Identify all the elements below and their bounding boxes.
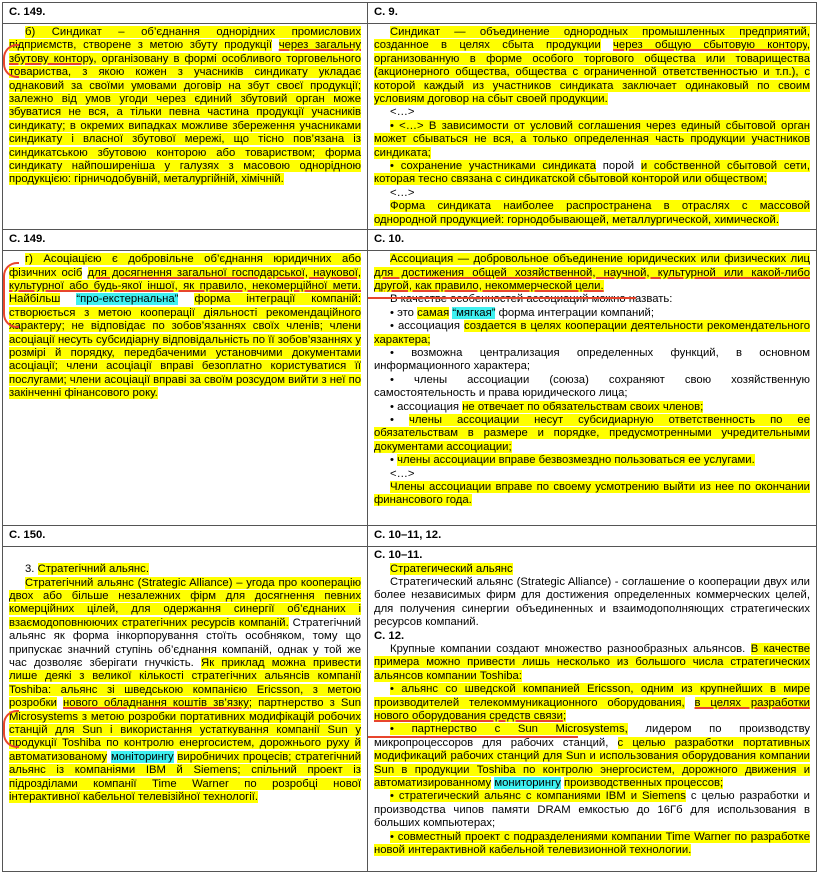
highlighted-text: производственных процессов; bbox=[563, 777, 724, 789]
red-bracket-mark bbox=[3, 262, 19, 328]
highlighted-text: Форма синдиката наиболее распространена в отраслях с массовой однородной продукцией: горнодобывающей, металлургической, химической. bbox=[374, 200, 810, 226]
plain-text: порой bbox=[602, 160, 635, 173]
paragraph bbox=[374, 683, 810, 723]
paragraph bbox=[374, 320, 810, 347]
paragraph bbox=[374, 307, 810, 320]
highlighted-text: Найбільш bbox=[9, 293, 61, 306]
highlighted-text: с целью разработки портативных модификаций рабочих станций для Sun и использования оборудования компании Sun в продукции Toshiba по контролю энергосистем, дорожного движения и автоматизированному bbox=[374, 736, 810, 789]
ellipsis: <…> bbox=[390, 106, 415, 119]
right-page-ref: С. 9. bbox=[368, 3, 817, 24]
highlighted-text: Ассоциация — добровольное объединение юридических или физических лиц bbox=[390, 253, 810, 266]
red-bracket-mark bbox=[3, 44, 19, 78]
paragraph bbox=[374, 253, 810, 293]
comparison-table bbox=[2, 2, 817, 872]
highlighted-text: ; партнерство з Sun Microsystems з метою розробки портативних модифікацій робочих станцій для Sun і використання устаткування компанії Sun у продукції Toshiba по контролю енергосистем, дорожнього руху й автоматизованому bbox=[9, 697, 362, 763]
paragraph bbox=[374, 790, 810, 830]
highlighted-text: виробничих процесів; стратегічний альянс із компаніями IBM й Siemens; спільний проект із підрозділами компанії Time Warner по розробці нової інтерактивної кабельної телевізійної технології. bbox=[9, 750, 362, 803]
highlighted-text: члены ассоциации вправе безвозмездно пользоваться ее услугами. bbox=[397, 454, 755, 467]
underlined-text: через загальну збутову контору bbox=[9, 39, 361, 65]
highlighted-text: Члены ассоциации вправе по своему усмотрению выйти из нее по окончании финансового года. bbox=[374, 481, 810, 507]
underlined-text: для досягнення загальної господарської, наукової, культурної або будь-якої іншої, як правило, некомерційної мети. bbox=[9, 266, 362, 292]
paragraph: В качестве особенностей ассоциаций можно назвать: bbox=[390, 293, 673, 306]
paragraph bbox=[9, 563, 361, 576]
cyan-highlight: “про-екстернальна” bbox=[76, 293, 179, 306]
paragraph bbox=[9, 577, 361, 805]
highlighted-text: • совместный проект с подразделениями компании Time Warner по разработке новой интерактивной кабельной телевизионной технологии. bbox=[374, 830, 810, 857]
highlighted-text: форма інтеграції компаній: створюється з метою кооперації діяльності рекомендаційного характеру; не відповідає по зобов’язаннях своїх членів; члени асоціації несуть субсидіарну відповідальність по її зобов’язаннях у розмірі й порядку, передбаченими установчими документами асоціації; члени асоціації вправі безоплатно користуватися її послугами; члени асоціації вправі за своїм розсудом вийти з неї по закінченні фінансового року. bbox=[9, 293, 362, 400]
sub-page-ref: С. 12. bbox=[374, 629, 405, 642]
plain-text: Стратегічний альянс як форма інкорпорування стоїть особняком, тому що припускає значний ступінь об’єднання компаній, однак у той же час дозволяє зберігати гнучкість. bbox=[9, 616, 362, 669]
cyan-highlight: мониторингу bbox=[494, 777, 561, 789]
red-underline-mark bbox=[368, 297, 636, 299]
right-text-cell bbox=[368, 547, 817, 872]
highlighted-text: Стратегічний альянс (Strategic Alliance) – угода про кооперацію двох або більше незалежних фірм для досягнення певних комерційних цілей, для одержання синергії об’єднаних і взаємодоповнюючих стратегічних ресурсів компаній. bbox=[9, 576, 361, 629]
red-underline-mark bbox=[368, 736, 578, 738]
highlighted-text: Як приклад можна привести лише деякі з великої кількості стратегічних альянсів компанії Toshiba: альянс зі шведською компанією Ericsson, з метою розробки bbox=[9, 656, 362, 710]
right-page-ref: С. 10–11, 12. bbox=[368, 526, 817, 547]
highlighted-text: не отвечает по обязательствам своих членов; bbox=[462, 400, 704, 413]
paragraph bbox=[374, 481, 810, 508]
paragraph bbox=[374, 563, 810, 576]
table-row bbox=[3, 230, 817, 251]
ellipsis: <…> bbox=[390, 186, 415, 199]
highlighted-text: г) Асоціацією є добровільне об’єднання юридичних або фізичних осіб bbox=[9, 253, 361, 279]
red-bracket-mark bbox=[3, 710, 19, 748]
table-row bbox=[3, 3, 817, 24]
paragraph bbox=[374, 414, 810, 454]
left-text-cell bbox=[3, 251, 368, 526]
left-text-cell bbox=[3, 24, 368, 230]
paragraph bbox=[9, 253, 361, 400]
table-row bbox=[3, 24, 817, 230]
left-page-ref: С. 149. bbox=[3, 230, 368, 251]
cyan-highlight: моніторингу bbox=[110, 750, 174, 763]
highlighted-text: , організовану в формі особливого торговельного товариства, з якою кожен з учасників синдикату укладає однаковий за своїми умовами договір на збут своєї продукції; залежно від умов угоди через єдиний збутовий орган може збуватися не вся, а тільки певна частина продукції учасників синдикату; в окремих випадках можливе збереження учасниками синдикату і власної збутової мережі, що тісно пов’язана із синдикатською збутовою конторою або товариством; форма синдикату найпоширеніша у галузях з масовою однорідною продукцією: гірничодобувній, металургійній, хімічній. bbox=[9, 52, 362, 186]
left-text-cell bbox=[3, 547, 368, 872]
highlighted-text: • <…> В зависимости от условий соглашения через единый сбытовой орган может сбываться не вся, а только определенная часть продукции участников синдиката; bbox=[374, 119, 810, 159]
plain-text: с целью разработки и производства чипов памяти DRAM емкостью до 16Гб для использования в больших компьютерах; bbox=[374, 790, 810, 830]
plain-text: 3. bbox=[25, 563, 35, 576]
highlighted-text: члены ассоциации несут субсидиарную ответственность по ее обязательствам в размере и порядке, предусмотренными учредительными документами ассоциации; bbox=[374, 413, 810, 453]
paragraph bbox=[9, 26, 361, 187]
highlighted-text: ; bbox=[562, 709, 567, 722]
underlined-text: нового обладнання коштів зв’язку bbox=[63, 697, 249, 710]
paragraph bbox=[374, 120, 810, 160]
highlighted-text: создается в целях кооперации деятельности рекомендательного характера; bbox=[374, 320, 810, 346]
plain-text: Крупные компании создают множество разнообразных альянсов. bbox=[390, 642, 746, 655]
paragraph bbox=[374, 401, 810, 414]
plain-text: лидером по производству микропроцессоров для рабочих станций, bbox=[374, 723, 810, 749]
highlighted-text: • стратегический альянс с компаниями IBM и Siemens bbox=[390, 790, 686, 803]
ellipsis: <…> bbox=[390, 467, 415, 480]
left-page-ref: С. 149. bbox=[3, 3, 368, 24]
highlighted-text: самая bbox=[417, 306, 450, 319]
plain-text: форма интеграции компаний; bbox=[498, 306, 654, 319]
plain-text: • ассоциация bbox=[390, 400, 460, 413]
paragraph bbox=[374, 160, 810, 187]
paragraph: • члены ассоциации (союза) сохраняют свою хозяйственную самостоятельность и права юридического лица; bbox=[374, 373, 810, 400]
left-page-ref: С. 150. bbox=[3, 526, 368, 547]
highlighted-text: В качестве примера можно привести лишь несколько из большого числа стратегических альянсов компании Toshiba: bbox=[374, 642, 810, 682]
plain-text: • ассоциация bbox=[390, 320, 460, 333]
paragraph bbox=[374, 454, 810, 467]
paragraph bbox=[374, 723, 810, 790]
paragraph bbox=[374, 26, 810, 106]
paragraph: • возможна централизация определенных функций, в основном информационного характера; bbox=[374, 346, 810, 373]
highlighted-text: • альянс со шведской компанией Ericsson, одним из крупнейших в мире производителей телекоммуникационного оборудования, bbox=[374, 683, 810, 709]
highlighted-text: , организованную в форме особого торгового общества или товарищества (акционерного общества, общества с ограниченной ответственностью и т.п.), с которой каждый из участников синдиката заключает одинаковый по своим условиям договор на сбыт своей продукции. bbox=[374, 39, 810, 106]
underlined-text: в целях разработки нового оборудования средств связи bbox=[374, 696, 810, 722]
highlighted-text: б) Синдикат – об’єднання однорідних промислових підприємств, створене з метою збуту продукції bbox=[9, 26, 361, 52]
highlighted-text: Синдикат — объединение однородных промышленных предприятий, созданное в целях сбыта продукции bbox=[374, 26, 810, 52]
highlighted-text: Стратегический альянс bbox=[390, 562, 513, 575]
highlighted-text: Стратегічний альянс. bbox=[37, 563, 149, 576]
highlighted-text: • партнерство с Sun Microsystems, bbox=[390, 723, 628, 736]
plain-text: • bbox=[390, 454, 394, 467]
paragraph bbox=[374, 831, 810, 858]
right-text-cell bbox=[368, 251, 817, 526]
paragraph bbox=[374, 200, 810, 227]
highlighted-text: и собственной сбытовой сети, которая тесно связана с синдикатской сбытовой конторой или обществом; bbox=[374, 160, 810, 186]
table-row bbox=[3, 526, 817, 547]
highlighted-text: • сохранение участниками синдиката bbox=[390, 160, 597, 173]
underlined-text: через общую сбытовую контору bbox=[613, 39, 807, 52]
cyan-highlight: “мягкая” bbox=[452, 306, 496, 319]
underlined-text: для достижения общей хозяйственной, научной, культурной или какой-либо другой, как правило, некоммерческой цели. bbox=[374, 266, 810, 292]
right-page-ref: С. 10. bbox=[368, 230, 817, 251]
sub-page-ref: С. 10–11. bbox=[374, 549, 423, 562]
plain-text: • это bbox=[390, 306, 414, 319]
plain-text: • bbox=[390, 413, 394, 426]
paragraph: Стратегический альянс (Strategic Alliance) - соглашение о кооперации двух или более независимых фирм для достижения определенных коммерческих целей, для получения синергии объединенных и взаимодополняющих стратегических ресурсов компаний. bbox=[374, 575, 810, 629]
right-text-cell bbox=[368, 24, 817, 230]
table-row bbox=[3, 547, 817, 872]
table-row bbox=[3, 251, 817, 526]
paragraph bbox=[374, 643, 810, 683]
